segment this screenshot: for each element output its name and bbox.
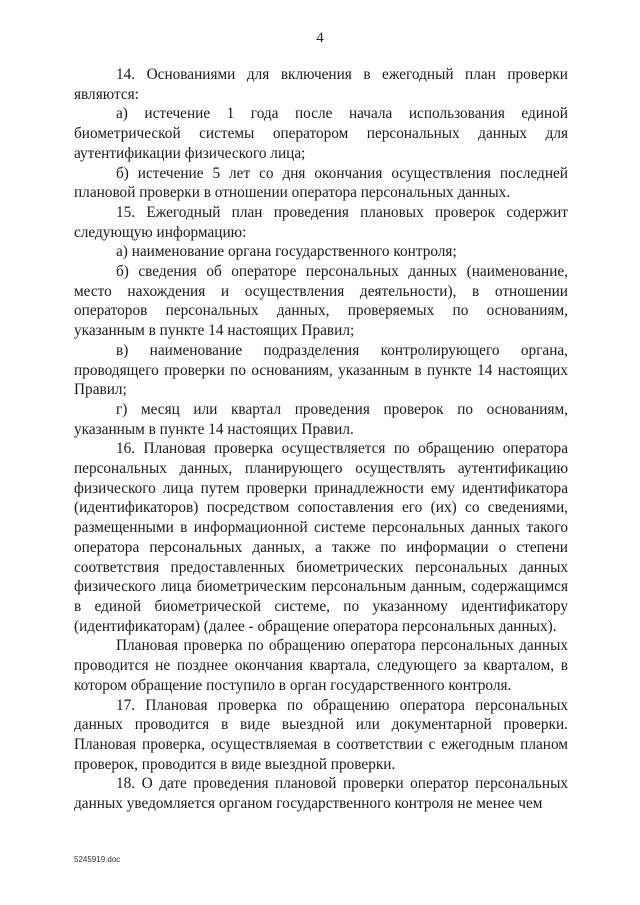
document-filename: 5245919.doc xyxy=(74,855,121,864)
paragraph-15b: б) сведения об операторе персональных данных (наименование, место нахождения и осуществления деятельности), в отношении операторов персональных данных, проверяемых по основаниям, указанным в пункте 14 настоящих Правил; xyxy=(74,263,568,340)
paragraph-16-cont: Плановая проверка по обращению оператора персональных данных проводится не позднее окончания квартала, следующего за кварталом, в котором обращение поступило в орган государственного контроля. xyxy=(74,637,568,694)
paragraph-15: 15. Ежегодный план проведения плановых проверок содержит следующую информацию: xyxy=(74,203,568,241)
paragraph-14b: б) истечение 5 лет со дня окончания осуществления последней плановой проверки в отношении оператора персональных данных. xyxy=(74,164,568,202)
paragraph-17: 17. Плановая проверка по обращению оператора персональных данных проводится в виде выездной или документарной проверки. Плановая проверка, осуществляемая в соответствии с ежегодным планом проверок, проводится в виде выездной проверки. xyxy=(74,696,568,773)
document-body xyxy=(74,65,568,814)
paragraph-16: 16. Плановая проверка осуществляется по обращению оператора персональных данных, планирующего осуществлять аутентификацию физического лица путем проверки принадлежности ему идентификатора (идентификаторов) посредством сопоставления его (их) со сведениями, размещенными в информационной системе персональных данных такого оператора персональных данных, а также по информации о степени соответствия предоставленных биометрических персональных данных физического лица биометрическим персональным данным, содержащимся в единой биометрической системе, по указанному идентификатору (идентификаторам) (далее - обращение оператора персональных данных). xyxy=(74,440,568,635)
paragraph-14a: а) истечение 1 года после начала использования единой биометрической системы оператором персональных данных для аутентификации физического лица; xyxy=(74,105,568,162)
paragraph-15c: в) наименование подразделения контролирующего органа, проводящего проверки по основаниям, указанным в пункте 14 настоящих Правил; xyxy=(74,341,568,399)
paragraph-14: 14. Основаниями для включения в ежегодный план проверки являются: xyxy=(74,66,568,103)
paragraph-18: 18. О дате проведения плановой проверки оператор персональных данных уведомляется органом государственного контроля не менее чем xyxy=(74,775,568,813)
paragraph-15d: г) месяц или квартал проведения проверок по основаниям, указанным в пункте 14 настоящих Правил. xyxy=(74,400,568,438)
page-number: 4 xyxy=(316,30,324,46)
paragraph-15a: а) наименование органа государственного контроля; xyxy=(116,243,457,261)
